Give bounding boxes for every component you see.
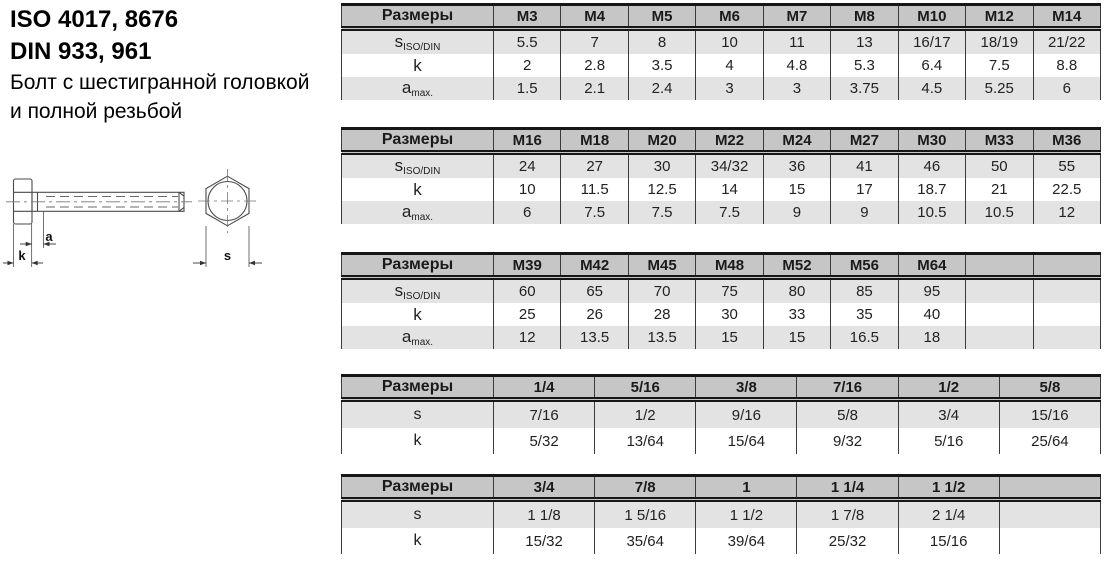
row-label-symbol: a [401,327,412,346]
value-cell: 12 [494,326,561,349]
value-cell: 1.5 [494,77,561,100]
value-cell: 13.5 [561,326,628,349]
table-corner-label: Размеры [342,476,494,500]
size-column-header: M8 [831,5,898,29]
row-label-symbol: a [401,78,412,97]
value-cell: 30 [628,153,695,179]
row-label-subscript: max. [411,212,434,223]
row-label [342,400,494,429]
value-cell: 5.5 [494,29,561,55]
value-cell: 8 [628,29,695,55]
size-column-header: 1/2 [898,376,999,400]
value-cell: 2 1/4 [898,500,999,529]
size-column-header: M33 [966,129,1033,153]
table-corner-label: Размеры [342,129,494,153]
table-row [342,178,1101,201]
value-cell [1033,326,1101,349]
product-description-line-2: и полной резьбой [10,100,183,123]
value-cell: 9/32 [797,428,898,454]
value-cell: 39/64 [696,528,797,554]
value-cell: 50 [966,153,1033,179]
value-cell: 65 [561,278,628,304]
value-cell [966,326,1033,349]
bolt-side-view [6,179,192,224]
value-cell [1033,303,1101,326]
size-column-header: M27 [831,129,898,153]
value-cell [999,528,1100,554]
size-column-header: 1 1/4 [797,476,898,500]
size-column-header: M16 [494,129,561,153]
row-label [342,428,494,454]
value-cell: 15/64 [696,428,797,454]
value-cell: 24 [494,153,561,179]
value-cell: 5.25 [966,77,1033,100]
row-label-symbol: s [413,506,422,523]
metric-table-m39-m64 [341,252,1101,349]
size-column-header: M30 [898,129,965,153]
dimension-tables [341,0,1104,566]
value-cell: 3.75 [831,77,898,100]
row-label [342,178,494,201]
dimension-s-label: s [223,248,232,263]
size-column-header: M10 [898,5,965,29]
value-cell [966,278,1033,304]
table-row [342,278,1101,304]
metric-table-m16-m36 [341,127,1101,224]
size-column-header: M4 [561,5,628,29]
standard-din: DIN 933, 961 [10,38,152,65]
value-cell: 34/32 [696,153,763,179]
value-cell: 55 [1033,153,1101,179]
value-cell: 6 [1033,77,1101,100]
value-cell: 25/32 [797,528,898,554]
value-cell: 9 [763,201,830,224]
size-column-header: M18 [561,129,628,153]
value-cell: 13/64 [595,428,696,454]
row-label-subscript: max. [411,337,434,348]
value-cell: 30 [696,303,763,326]
value-cell: 80 [763,278,830,304]
value-cell: 1 5/16 [595,500,696,529]
value-cell: 9 [831,201,898,224]
row-label-subscript: ISO/DIN [403,42,441,53]
table-row [342,326,1101,349]
inch-table-quarter-to-5-8 [341,374,1101,454]
size-column-header: M7 [763,5,830,29]
value-cell: 21/22 [1033,29,1101,55]
value-cell: 1 1/2 [696,500,797,529]
product-description-line-1: Болт с шестигранной головкой [10,71,310,94]
table-corner-label: Размеры [342,254,494,278]
title-block [10,4,340,126]
row-label-symbol: k [413,179,422,199]
row-label-symbol: s [394,32,404,51]
table-corner-label: Размеры [342,5,494,29]
size-column-header: 7/8 [595,476,696,500]
table-header-row [342,476,1101,500]
table-row [342,29,1101,55]
value-cell: 16/17 [898,29,965,55]
value-cell: 11 [763,29,830,55]
value-cell: 40 [898,303,965,326]
table-row [342,500,1101,529]
table-row [342,201,1101,224]
value-cell: 13 [831,29,898,55]
row-label [342,500,494,529]
value-cell: 21 [966,178,1033,201]
row-label-symbol: k [413,304,422,324]
value-cell: 9/16 [696,400,797,429]
size-column-header: M48 [696,254,763,278]
value-cell: 18 [898,326,965,349]
size-column-header: 5/16 [595,376,696,400]
value-cell: 60 [494,278,561,304]
value-cell: 14 [696,178,763,201]
row-label-symbol: s [413,406,422,423]
value-cell: 95 [898,278,965,304]
value-cell: 28 [628,303,695,326]
value-cell [1033,278,1101,304]
value-cell: 26 [561,303,628,326]
size-column-header: M3 [494,5,561,29]
value-cell: 1 1/8 [494,500,595,529]
value-cell: 2 [494,54,561,77]
table-row [342,528,1101,554]
size-column-header: M12 [966,5,1033,29]
value-cell: 13.5 [628,326,695,349]
standard-iso: ISO 4017, 8676 [10,6,179,33]
value-cell: 5/32 [494,428,595,454]
size-column-header: M52 [763,254,830,278]
value-cell: 2.1 [561,77,628,100]
size-column-header: M39 [494,254,561,278]
row-label [342,326,494,349]
table-row [342,54,1101,77]
row-label-subscript: ISO/DIN [403,166,441,177]
value-cell: 3.5 [628,54,695,77]
row-label-subscript: max. [411,88,434,99]
value-cell: 10 [494,178,561,201]
table-header-row [342,376,1101,400]
row-label [342,201,494,224]
value-cell: 70 [628,278,695,304]
value-cell: 4.8 [763,54,830,77]
table-row [342,153,1101,179]
bolt-head-view [198,169,257,233]
size-column-header: M20 [628,129,695,153]
value-cell: 46 [898,153,965,179]
value-cell: 7 [561,29,628,55]
metric-table-m3-m14 [341,3,1101,100]
value-cell: 2.8 [561,54,628,77]
row-label-symbol: k [413,532,422,549]
value-cell: 36 [763,153,830,179]
value-cell: 15/32 [494,528,595,554]
value-cell: 3/4 [898,400,999,429]
value-cell: 15/16 [898,528,999,554]
value-cell: 7.5 [628,201,695,224]
value-cell: 15/16 [999,400,1100,429]
size-column-header: M42 [561,254,628,278]
size-column-header: 5/8 [999,376,1100,400]
row-label [342,77,494,100]
row-label-subscript: ISO/DIN [403,291,441,302]
row-label [342,54,494,77]
table-header-row [342,5,1101,29]
value-cell: 18.7 [898,178,965,201]
bolt-technical-drawing [0,163,270,281]
value-cell: 1 7/8 [797,500,898,529]
value-cell: 22.5 [1033,178,1101,201]
row-label [342,278,494,304]
value-cell: 10 [696,29,763,55]
value-cell: 27 [561,153,628,179]
size-column-header: M45 [628,254,695,278]
value-cell: 5.3 [831,54,898,77]
value-cell: 17 [831,178,898,201]
value-cell: 5/16 [898,428,999,454]
value-cell: 7.5 [966,54,1033,77]
value-cell: 8.8 [1033,54,1101,77]
row-label [342,153,494,179]
table-header-row [342,254,1101,278]
size-column-header: 7/16 [797,376,898,400]
table-header-row [342,129,1101,153]
row-label-symbol: k [413,432,422,449]
size-column-header: M22 [696,129,763,153]
size-column-header: 3/4 [494,476,595,500]
dimension-a-label: a [45,229,53,244]
size-column-header: 1/4 [494,376,595,400]
row-label-symbol: a [401,202,412,221]
value-cell: 1/2 [595,400,696,429]
value-cell: 4.5 [898,77,965,100]
row-label-symbol: s [394,281,404,300]
table-row [342,400,1101,429]
value-cell: 7.5 [561,201,628,224]
value-cell: 25/64 [999,428,1100,454]
table-corner-label: Размеры [342,376,494,400]
row-label [342,528,494,554]
table-row [342,77,1101,100]
value-cell: 12 [1033,201,1101,224]
row-label [342,303,494,326]
size-column-header: M5 [628,5,695,29]
value-cell: 10.5 [966,201,1033,224]
value-cell [966,303,1033,326]
row-label [342,29,494,55]
value-cell: 4 [696,54,763,77]
size-column-header: M24 [763,129,830,153]
size-column-header: M64 [898,254,965,278]
size-column-header: 3/8 [696,376,797,400]
size-column-header [999,476,1100,500]
size-column-header: 1 [696,476,797,500]
value-cell: 75 [696,278,763,304]
value-cell: 12.5 [628,178,695,201]
size-column-header: M6 [696,5,763,29]
value-cell: 6 [494,201,561,224]
value-cell: 41 [831,153,898,179]
value-cell: 7.5 [696,201,763,224]
value-cell: 11.5 [561,178,628,201]
dimension-k-label: k [18,248,26,263]
value-cell: 3 [763,77,830,100]
value-cell: 15 [763,326,830,349]
size-column-header: M56 [831,254,898,278]
value-cell: 85 [831,278,898,304]
value-cell: 2.4 [628,77,695,100]
size-column-header [966,254,1033,278]
value-cell: 15 [696,326,763,349]
value-cell: 25 [494,303,561,326]
size-column-header: 1 1/2 [898,476,999,500]
size-column-header: M14 [1033,5,1101,29]
value-cell: 35 [831,303,898,326]
value-cell: 7/16 [494,400,595,429]
size-column-header [1033,254,1101,278]
value-cell: 15 [763,178,830,201]
row-label-symbol: s [394,156,404,175]
value-cell: 16.5 [831,326,898,349]
size-column-header: M36 [1033,129,1101,153]
table-row [342,428,1101,454]
value-cell [999,500,1100,529]
dimension-k [3,224,43,267]
table-row [342,303,1101,326]
value-cell: 3 [696,77,763,100]
value-cell: 33 [763,303,830,326]
inch-table-3-4-to-1-1-2 [341,474,1101,554]
value-cell: 18/19 [966,29,1033,55]
dimension-a [20,212,56,249]
value-cell: 10.5 [898,201,965,224]
row-label-symbol: k [413,55,422,75]
value-cell: 5/8 [797,400,898,429]
value-cell: 35/64 [595,528,696,554]
value-cell: 6.4 [898,54,965,77]
